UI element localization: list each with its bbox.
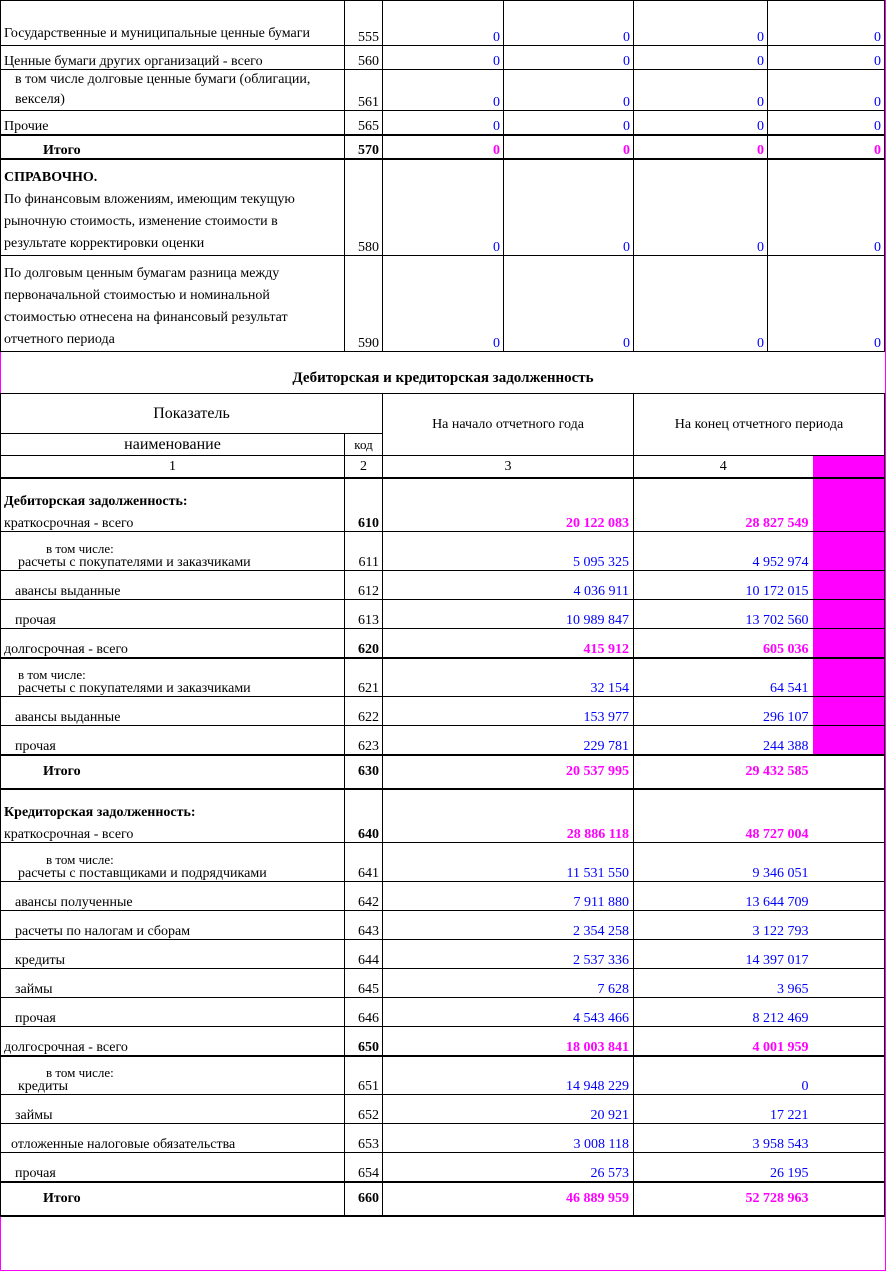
row-code: 622 xyxy=(345,697,383,726)
row-label: Итого xyxy=(1,135,345,159)
row-label: прочая xyxy=(1,600,345,629)
empty-cell xyxy=(813,789,885,843)
highlight-cell xyxy=(813,658,885,697)
row-label: Итого xyxy=(1,1182,345,1216)
row-value-end: 4 001 959 xyxy=(634,1027,813,1056)
table-row xyxy=(1,1056,885,1095)
row-value: 0 xyxy=(768,159,885,256)
row-code: 654 xyxy=(345,1153,383,1182)
highlight-cell xyxy=(813,478,885,532)
empty-cell xyxy=(813,911,885,940)
row-value-start: 20 921 xyxy=(383,1095,634,1124)
row-value: 0 xyxy=(504,1,634,46)
total-row xyxy=(1,755,885,789)
row-value-end: 52 728 963 xyxy=(634,1182,813,1216)
including-label: в том числе: xyxy=(46,852,114,867)
row-value-start: 7 628 xyxy=(383,969,634,998)
row-value: 0 xyxy=(504,111,634,135)
row-code: 644 xyxy=(345,940,383,969)
investments-table xyxy=(0,0,885,352)
table-row xyxy=(1,256,885,352)
receivable-heading: Дебиторская задолженность: xyxy=(4,494,188,509)
row-value-start: 11 531 550 xyxy=(383,843,634,882)
row-code: 660 xyxy=(345,1182,383,1216)
table-row xyxy=(1,789,885,843)
row-value: 0 xyxy=(634,111,768,135)
row-value-end: 14 397 017 xyxy=(634,940,813,969)
row-label: расчеты по налогам и сборам xyxy=(1,911,345,940)
end-header: На конец отчетного периода xyxy=(634,394,885,456)
row-code: 612 xyxy=(345,571,383,600)
empty-cell xyxy=(813,1095,885,1124)
row-label: авансы полученные xyxy=(1,882,345,911)
row-code: 613 xyxy=(345,600,383,629)
row-value: 0 xyxy=(383,70,504,111)
row-value-start: 20 537 995 xyxy=(383,755,634,789)
row-code: 642 xyxy=(345,882,383,911)
row-value: 0 xyxy=(634,135,768,159)
row-label: прочая xyxy=(1,726,345,755)
row-code: 565 xyxy=(345,111,383,135)
row-value-start: 5 095 325 xyxy=(383,532,634,571)
table-row xyxy=(1,478,885,532)
table-row xyxy=(1,726,885,755)
row-value: 0 xyxy=(768,70,885,111)
empty-cell xyxy=(813,755,885,789)
row-value-start: 2 354 258 xyxy=(383,911,634,940)
row-label-text: краткосрочная - всего xyxy=(4,827,134,842)
highlight-cell xyxy=(813,726,885,755)
row-label-text: расчеты с покупателями и заказчиками xyxy=(18,555,251,570)
row-value: 0 xyxy=(768,46,885,70)
row-value-end: 64 541 xyxy=(634,658,813,697)
row-value-start: 28 886 118 xyxy=(383,789,634,843)
row-value-end: 17 221 xyxy=(634,1095,813,1124)
indicator-header: Показатель xyxy=(1,394,383,434)
table-row xyxy=(1,1,885,46)
table-row xyxy=(1,629,885,658)
empty-cell xyxy=(813,1182,885,1216)
header-row xyxy=(1,394,885,434)
table-row xyxy=(1,1027,885,1056)
table-row xyxy=(1,1153,885,1182)
row-value: 0 xyxy=(383,256,504,352)
row-code: 610 xyxy=(345,478,383,532)
column-number-row xyxy=(1,456,885,478)
row-label: Итого xyxy=(1,755,345,789)
row-value: 0 xyxy=(383,46,504,70)
row-label: займы xyxy=(1,1095,345,1124)
row-label-text: расчеты с поставщиками и подрядчиками xyxy=(18,866,267,881)
table-row xyxy=(1,998,885,1027)
empty-cell xyxy=(813,998,885,1027)
row-code: 623 xyxy=(345,726,383,755)
row-code: 561 xyxy=(345,70,383,111)
including-label: в том числе: xyxy=(18,667,86,682)
total-row xyxy=(1,1182,885,1216)
row-label: займы xyxy=(1,969,345,998)
row-value-end: 3 958 543 xyxy=(634,1124,813,1153)
table-row xyxy=(1,911,885,940)
row-label: прочая xyxy=(1,998,345,1027)
row-value: 0 xyxy=(634,159,768,256)
row-value-end: 48 727 004 xyxy=(634,789,813,843)
row-value: 0 xyxy=(504,135,634,159)
row-value: 0 xyxy=(504,70,634,111)
column-number: 1 xyxy=(1,456,345,478)
row-label: Государственные и муниципальные ценные бумаги xyxy=(1,1,345,46)
row-value-end: 0 xyxy=(634,1056,813,1095)
row-code: 653 xyxy=(345,1124,383,1153)
row-code: 650 xyxy=(345,1027,383,1056)
row-value: 0 xyxy=(768,256,885,352)
reference-text: По финансовым вложениям, имеющим текущую рыночную стоимость, изменение стоимости в результате корректировки оценки xyxy=(4,192,295,251)
row-code: 651 xyxy=(345,1056,383,1095)
row-label: По долговым ценным бумагам разница между первоначальной стоимостью и номинальной стоимостью отнесена на финансовый результат отчетного периода xyxy=(1,256,345,352)
row-value-end: 4 952 974 xyxy=(634,532,813,571)
row-code: 652 xyxy=(345,1095,383,1124)
row-label: в том числе долговые ценные бумаги (облигации, векселя) xyxy=(1,70,345,111)
empty-cell xyxy=(813,843,885,882)
row-value-end: 26 195 xyxy=(634,1153,813,1182)
row-value-start: 415 912 xyxy=(383,629,634,658)
row-value: 0 xyxy=(383,159,504,256)
row-label xyxy=(1,843,345,882)
table-row xyxy=(1,46,885,70)
row-value-end: 8 212 469 xyxy=(634,998,813,1027)
table-row xyxy=(1,882,885,911)
row-code: 570 xyxy=(345,135,383,159)
row-value-start: 20 122 083 xyxy=(383,478,634,532)
row-value-end: 29 432 585 xyxy=(634,755,813,789)
row-label: долгосрочная - всего xyxy=(1,1027,345,1056)
total-row xyxy=(1,135,885,159)
row-code: 590 xyxy=(345,256,383,352)
row-code: 560 xyxy=(345,46,383,70)
highlight-cell xyxy=(813,600,885,629)
row-value: 0 xyxy=(768,1,885,46)
empty-cell xyxy=(813,1124,885,1153)
column-number: 2 xyxy=(345,456,383,478)
row-value-end: 3 965 xyxy=(634,969,813,998)
row-value-end: 3 122 793 xyxy=(634,911,813,940)
row-value: 0 xyxy=(634,46,768,70)
row-value: 0 xyxy=(504,46,634,70)
table-row xyxy=(1,70,885,111)
row-value-start: 229 781 xyxy=(383,726,634,755)
table-row xyxy=(1,159,885,256)
row-value-start: 32 154 xyxy=(383,658,634,697)
row-value: 0 xyxy=(768,135,885,159)
row-label xyxy=(1,789,345,843)
row-value-end: 9 346 051 xyxy=(634,843,813,882)
row-label: отложенные налоговые обязательства xyxy=(1,1124,345,1153)
row-value-end: 244 388 xyxy=(634,726,813,755)
row-code: 640 xyxy=(345,789,383,843)
section-title: Дебиторская и кредиторская задолженность xyxy=(292,370,594,386)
payable-heading: Кредиторская задолженность: xyxy=(4,805,196,820)
row-value-end: 28 827 549 xyxy=(634,478,813,532)
row-code: 621 xyxy=(345,658,383,697)
empty-cell xyxy=(813,940,885,969)
row-code: 646 xyxy=(345,998,383,1027)
start-header: На начало отчетного года xyxy=(383,394,634,456)
row-label: Прочие xyxy=(1,111,345,135)
row-value-start: 7 911 880 xyxy=(383,882,634,911)
row-label: кредиты xyxy=(1,940,345,969)
table-row xyxy=(1,969,885,998)
debts-table xyxy=(0,393,885,1217)
row-value: 0 xyxy=(768,111,885,135)
table-row xyxy=(1,940,885,969)
column-number: 3 xyxy=(383,456,634,478)
row-label xyxy=(1,532,345,571)
row-value-end: 10 172 015 xyxy=(634,571,813,600)
table-row xyxy=(1,658,885,697)
row-value-start: 46 889 959 xyxy=(383,1182,634,1216)
row-value-end: 13 644 709 xyxy=(634,882,813,911)
highlight-cell xyxy=(813,571,885,600)
table-row xyxy=(1,532,885,571)
table-row xyxy=(1,843,885,882)
column-number: 4 xyxy=(634,456,813,478)
reference-heading: СПРАВОЧНО. xyxy=(4,170,98,185)
row-label: авансы выданные xyxy=(1,697,345,726)
highlight-cell xyxy=(813,456,885,478)
table-row xyxy=(1,111,885,135)
row-value: 0 xyxy=(634,256,768,352)
row-value: 0 xyxy=(634,1,768,46)
row-code: 580 xyxy=(345,159,383,256)
row-label xyxy=(1,1056,345,1095)
row-value-start: 4 543 466 xyxy=(383,998,634,1027)
row-code: 620 xyxy=(345,629,383,658)
including-label: в том числе: xyxy=(46,1065,114,1080)
table-row xyxy=(1,571,885,600)
row-value-end: 13 702 560 xyxy=(634,600,813,629)
row-code: 555 xyxy=(345,1,383,46)
table-row xyxy=(1,1095,885,1124)
row-value: 0 xyxy=(383,111,504,135)
row-value-end: 605 036 xyxy=(634,629,813,658)
row-value-start: 4 036 911 xyxy=(383,571,634,600)
row-value-start: 2 537 336 xyxy=(383,940,634,969)
row-value-start: 153 977 xyxy=(383,697,634,726)
highlight-cell xyxy=(813,629,885,658)
row-label xyxy=(1,658,345,697)
row-label: авансы выданные xyxy=(1,571,345,600)
row-label-text: кредиты xyxy=(18,1079,68,1094)
highlight-cell xyxy=(813,697,885,726)
row-code: 641 xyxy=(345,843,383,882)
row-value: 0 xyxy=(504,159,634,256)
row-value: 0 xyxy=(634,70,768,111)
table-row xyxy=(1,697,885,726)
row-label-text: краткосрочная - всего xyxy=(4,516,134,531)
empty-cell xyxy=(813,1153,885,1182)
row-label: долгосрочная - всего xyxy=(1,629,345,658)
row-value-end: 296 107 xyxy=(634,697,813,726)
empty-cell xyxy=(813,1056,885,1095)
row-value-start: 26 573 xyxy=(383,1153,634,1182)
row-value-start: 10 989 847 xyxy=(383,600,634,629)
row-value-start: 3 008 118 xyxy=(383,1124,634,1153)
empty-cell xyxy=(813,882,885,911)
row-code: 643 xyxy=(345,911,383,940)
row-label-text: расчеты с покупателями и заказчиками xyxy=(18,681,251,696)
table-row xyxy=(1,600,885,629)
row-label xyxy=(1,159,345,256)
row-label: Ценные бумаги других организаций - всего xyxy=(1,46,345,70)
row-code: 630 xyxy=(345,755,383,789)
table-row xyxy=(1,1124,885,1153)
including-label: в том числе: xyxy=(46,541,114,556)
code-header: код xyxy=(345,434,383,456)
row-value-start: 18 003 841 xyxy=(383,1027,634,1056)
row-value: 0 xyxy=(383,1,504,46)
name-header: наименование xyxy=(1,434,345,456)
row-value: 0 xyxy=(383,135,504,159)
row-value: 0 xyxy=(504,256,634,352)
row-value-start: 14 948 229 xyxy=(383,1056,634,1095)
empty-cell xyxy=(813,969,885,998)
row-label xyxy=(1,478,345,532)
row-label: прочая xyxy=(1,1153,345,1182)
row-code: 611 xyxy=(345,532,383,571)
row-code: 645 xyxy=(345,969,383,998)
empty-cell xyxy=(813,1027,885,1056)
highlight-cell xyxy=(813,532,885,571)
